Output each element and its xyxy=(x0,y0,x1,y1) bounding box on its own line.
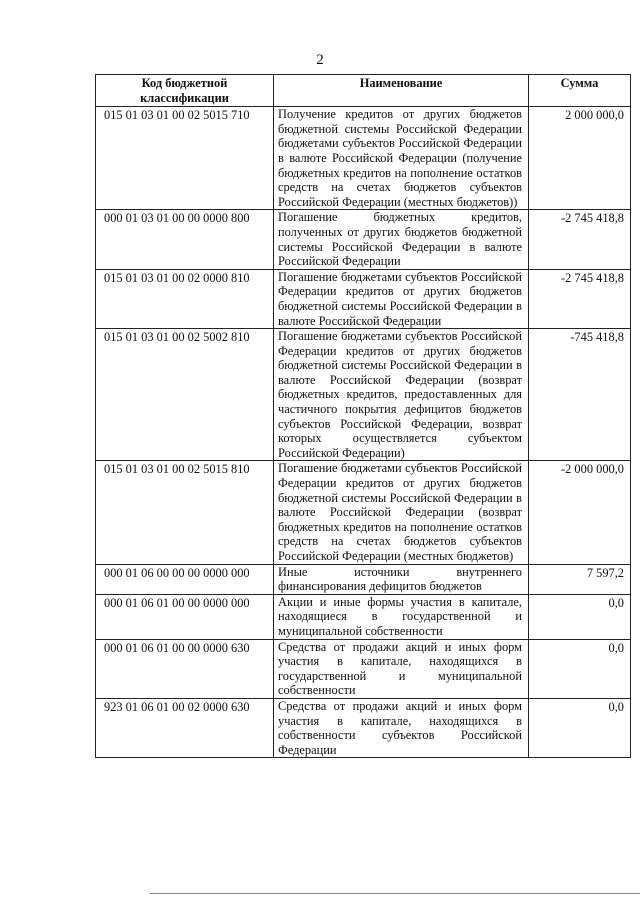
budget-code-cell: 000 01 06 00 00 00 0000 000 xyxy=(96,564,274,594)
sum-cell: -2 000 000,0 xyxy=(529,461,631,564)
page-bottom-rule xyxy=(150,893,640,894)
budget-code-cell: 015 01 03 01 00 02 5015 810 xyxy=(96,461,274,564)
item-name-cell: Погашение бюджетами субъектов Российской Федерации кредитов от других бюджетов бюджетной системы Российской Федерации в валюте Российской Федерации (возврат бюджетных кредитов, предоставленных для частичного покрытия дефицитов бюджетов субъектов Российской Федерации, возврат которых осуществляется субъектом Российской Федерации) xyxy=(274,329,529,461)
item-name-cell: Погашение бюджетами субъектов Российской Федерации кредитов от других бюджетов бюджетной системы Российской Федерации в валюте Российской Федерации (возврат бюджетных кредитов на пополнение остатков средств на счетах бюджетов субъектов Российской Федерации (местных бюджетов) xyxy=(274,461,529,564)
budget-code-cell: 000 01 03 01 00 00 0000 800 xyxy=(96,210,274,269)
budget-code-cell: 000 01 06 01 00 00 0000 630 xyxy=(96,639,274,698)
sum-cell: 0,0 xyxy=(529,698,631,757)
item-name-cell: Средства от продажи акций и иных форм участия в капитале, находящихся в собственности субъектов Российской Федерации xyxy=(274,698,529,757)
budget-code-cell: 015 01 03 01 00 02 5002 810 xyxy=(96,329,274,461)
sum-cell: 2 000 000,0 xyxy=(529,107,631,210)
header-name: Наименование xyxy=(274,75,529,107)
table-row xyxy=(96,107,631,210)
sum-cell: -745 418,8 xyxy=(529,329,631,461)
budget-code-cell: 015 01 03 01 00 02 5015 710 xyxy=(96,107,274,210)
item-name-cell: Погашение бюджетных кредитов, полученных от других бюджетов бюджетной системы Российской Федерации в валюте Российской Федерации xyxy=(274,210,529,269)
item-name-cell: Погашение бюджетами субъектов Российской Федерации кредитов от других бюджетов бюджетной системы Российской Федерации в валюте Российской Федерации xyxy=(274,269,529,328)
budget-code-cell: 923 01 06 01 00 02 0000 630 xyxy=(96,698,274,757)
table-row xyxy=(96,210,631,269)
table-row xyxy=(96,698,631,757)
sum-cell: -2 745 418,8 xyxy=(529,269,631,328)
sum-cell: 0,0 xyxy=(529,639,631,698)
table-row xyxy=(96,329,631,461)
budget-table xyxy=(95,74,631,758)
header-code: Код бюджетной классификации xyxy=(96,75,274,107)
table-row xyxy=(96,594,631,639)
budget-code-cell: 000 01 06 01 00 00 0000 000 xyxy=(96,594,274,639)
budget-code-cell: 015 01 03 01 00 02 0000 810 xyxy=(96,269,274,328)
table-row xyxy=(96,639,631,698)
item-name-cell: Иные источники внутреннего финансирования дефицитов бюджетов xyxy=(274,564,529,594)
sum-cell: -2 745 418,8 xyxy=(529,210,631,269)
header-sum: Сумма xyxy=(529,75,631,107)
item-name-cell: Получение кредитов от других бюджетов бюджетной системы Российской Федерации бюджетами субъектов Российской Федерации в валюте Российской Федерации (получение бюджетных кредитов на пополнение остатков средств на счетах бюджетов субъектов Российской Федерации (местных бюджетов)) xyxy=(274,107,529,210)
table-row xyxy=(96,269,631,328)
table-row xyxy=(96,564,631,594)
page-number: 2 xyxy=(316,52,324,68)
table-header-row xyxy=(96,75,631,107)
table-row xyxy=(96,461,631,564)
sum-cell: 7 597,2 xyxy=(529,564,631,594)
sum-cell: 0,0 xyxy=(529,594,631,639)
item-name-cell: Средства от продажи акций и иных форм участия в капитале, находящихся в государственной и муниципальной собственности xyxy=(274,639,529,698)
item-name-cell: Акции и иные формы участия в капитале, находящиеся в государственной и муниципальной собственности xyxy=(274,594,529,639)
